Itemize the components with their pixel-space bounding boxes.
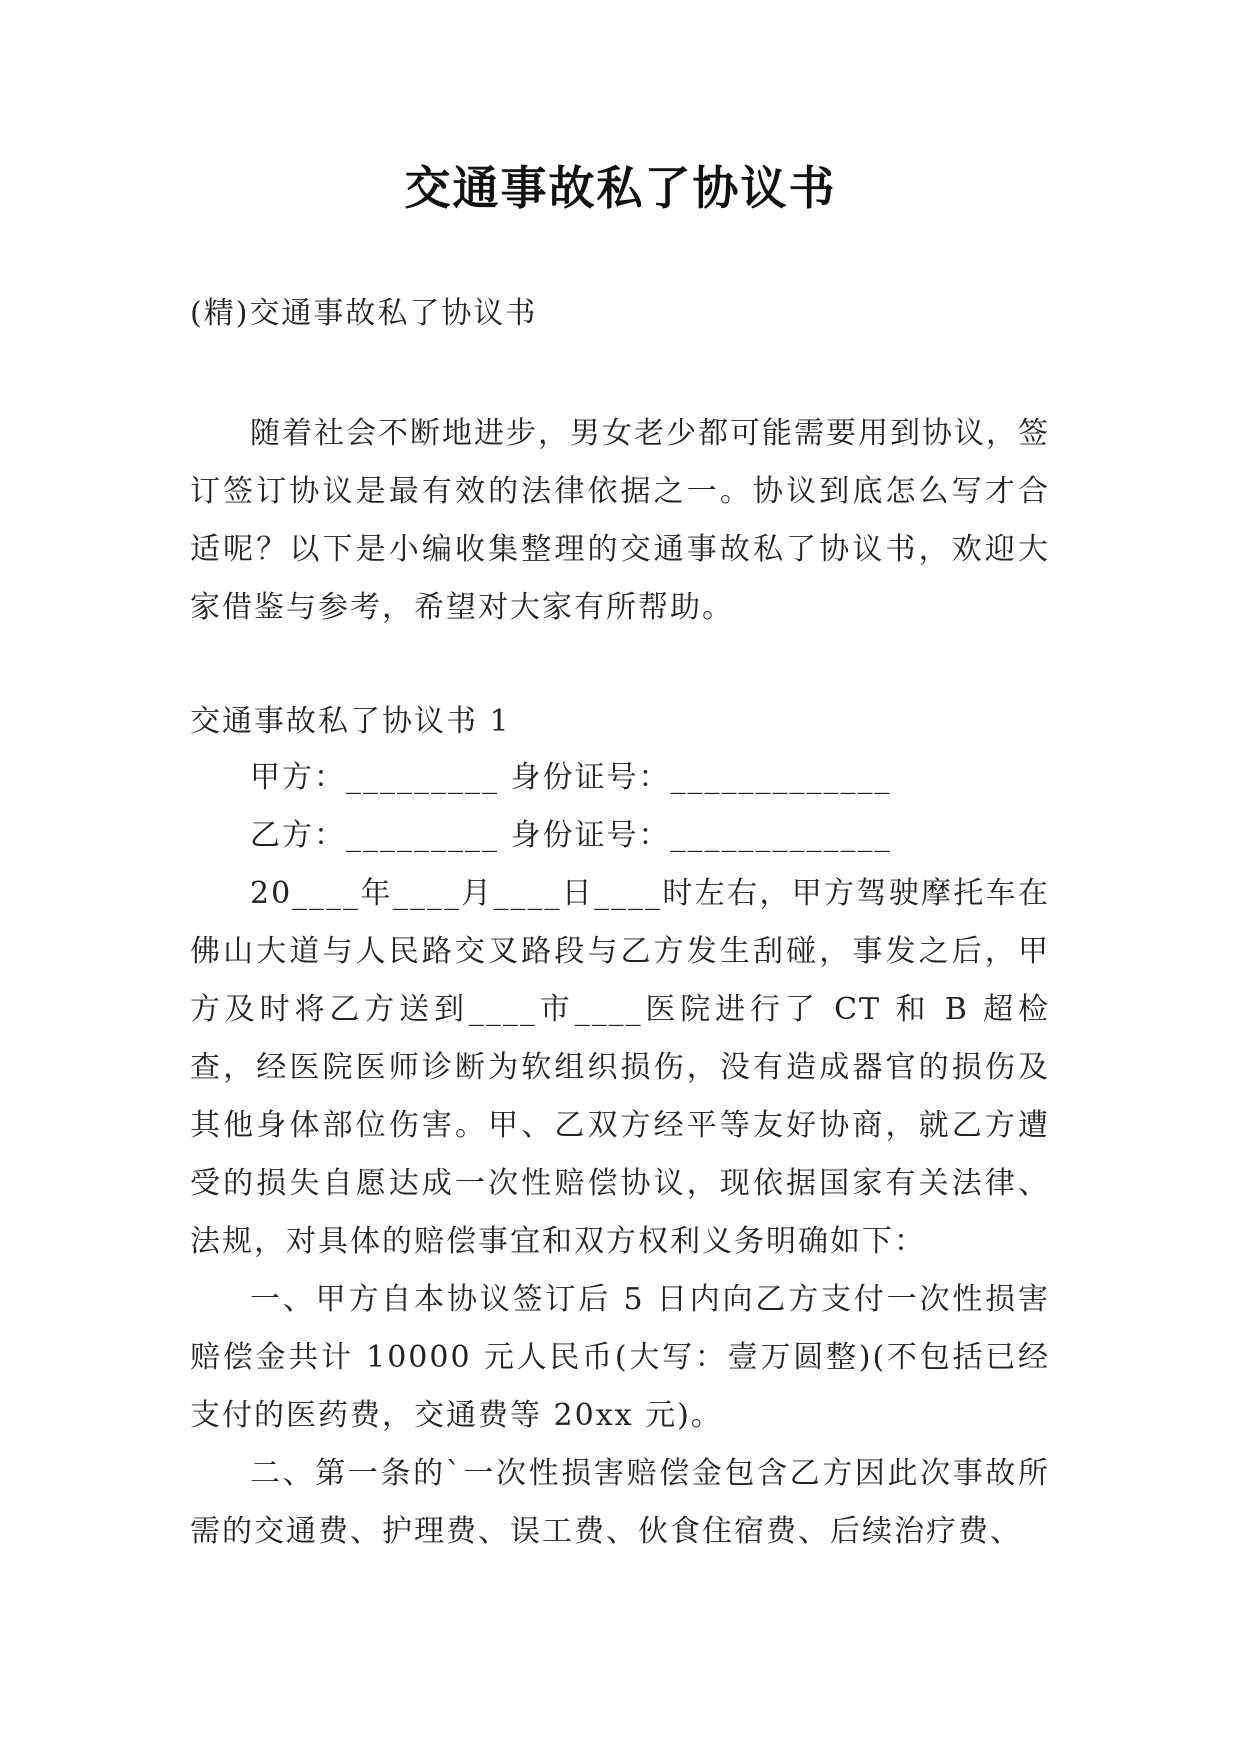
party-a-line: 甲方：_________ 身份证号：_____________	[250, 760, 892, 795]
facts-paragraph: 20____年____月____日____时左右，甲方驾驶摩托车在佛山大道与人民路交叉路段与乙方发生刮碰，事发之后，甲方及时将乙方送到____市____医院进行了 CT 和 B 超检查，经医院医师诊断为软组织损伤，没有造成器官的损伤及其他身体部位伤害。甲、乙双方经平等友好协商，就乙方遭受的损失自愿达成一次性赔偿协议，现依据国家有关法律、法规，对具体的赔偿事宜和双方权利义务明确如下：	[190, 876, 1050, 1259]
clause-2-paragraph: 二、第一条的`一次性损害赔偿金包含乙方因此次事故所需的交通费、护理费、误工费、伙食住宿费、后续治疗费、	[190, 1456, 1050, 1549]
clause-1-paragraph: 一、甲方自本协议签订后 5 日内向乙方支付一次性损害赔偿金共计 10000 元人民币(大写：壹万圆整)(不包括已经支付的医药费，交通费等 20xx 元)。	[190, 1282, 1050, 1433]
document-title: 交通事故私了协议书	[404, 161, 837, 215]
document-subtitle: (精)交通事故私了协议书	[190, 296, 538, 331]
intro-paragraph: 随着社会不断地进步，男女老少都可能需要用到协议，签订签订协议是最有效的法律依据之一。协议到底怎么写才合适呢？以下是小编收集整理的交通事故私了协议书，欢迎大家借鉴与参考，希望对大家有所帮助。	[190, 416, 1050, 625]
section-heading: 交通事故私了协议书 1	[190, 704, 511, 739]
party-b-line: 乙方：_________ 身份证号：_____________	[250, 818, 892, 853]
intro-paragraph-block	[190, 405, 1050, 637]
agreement-body	[190, 749, 1050, 1561]
